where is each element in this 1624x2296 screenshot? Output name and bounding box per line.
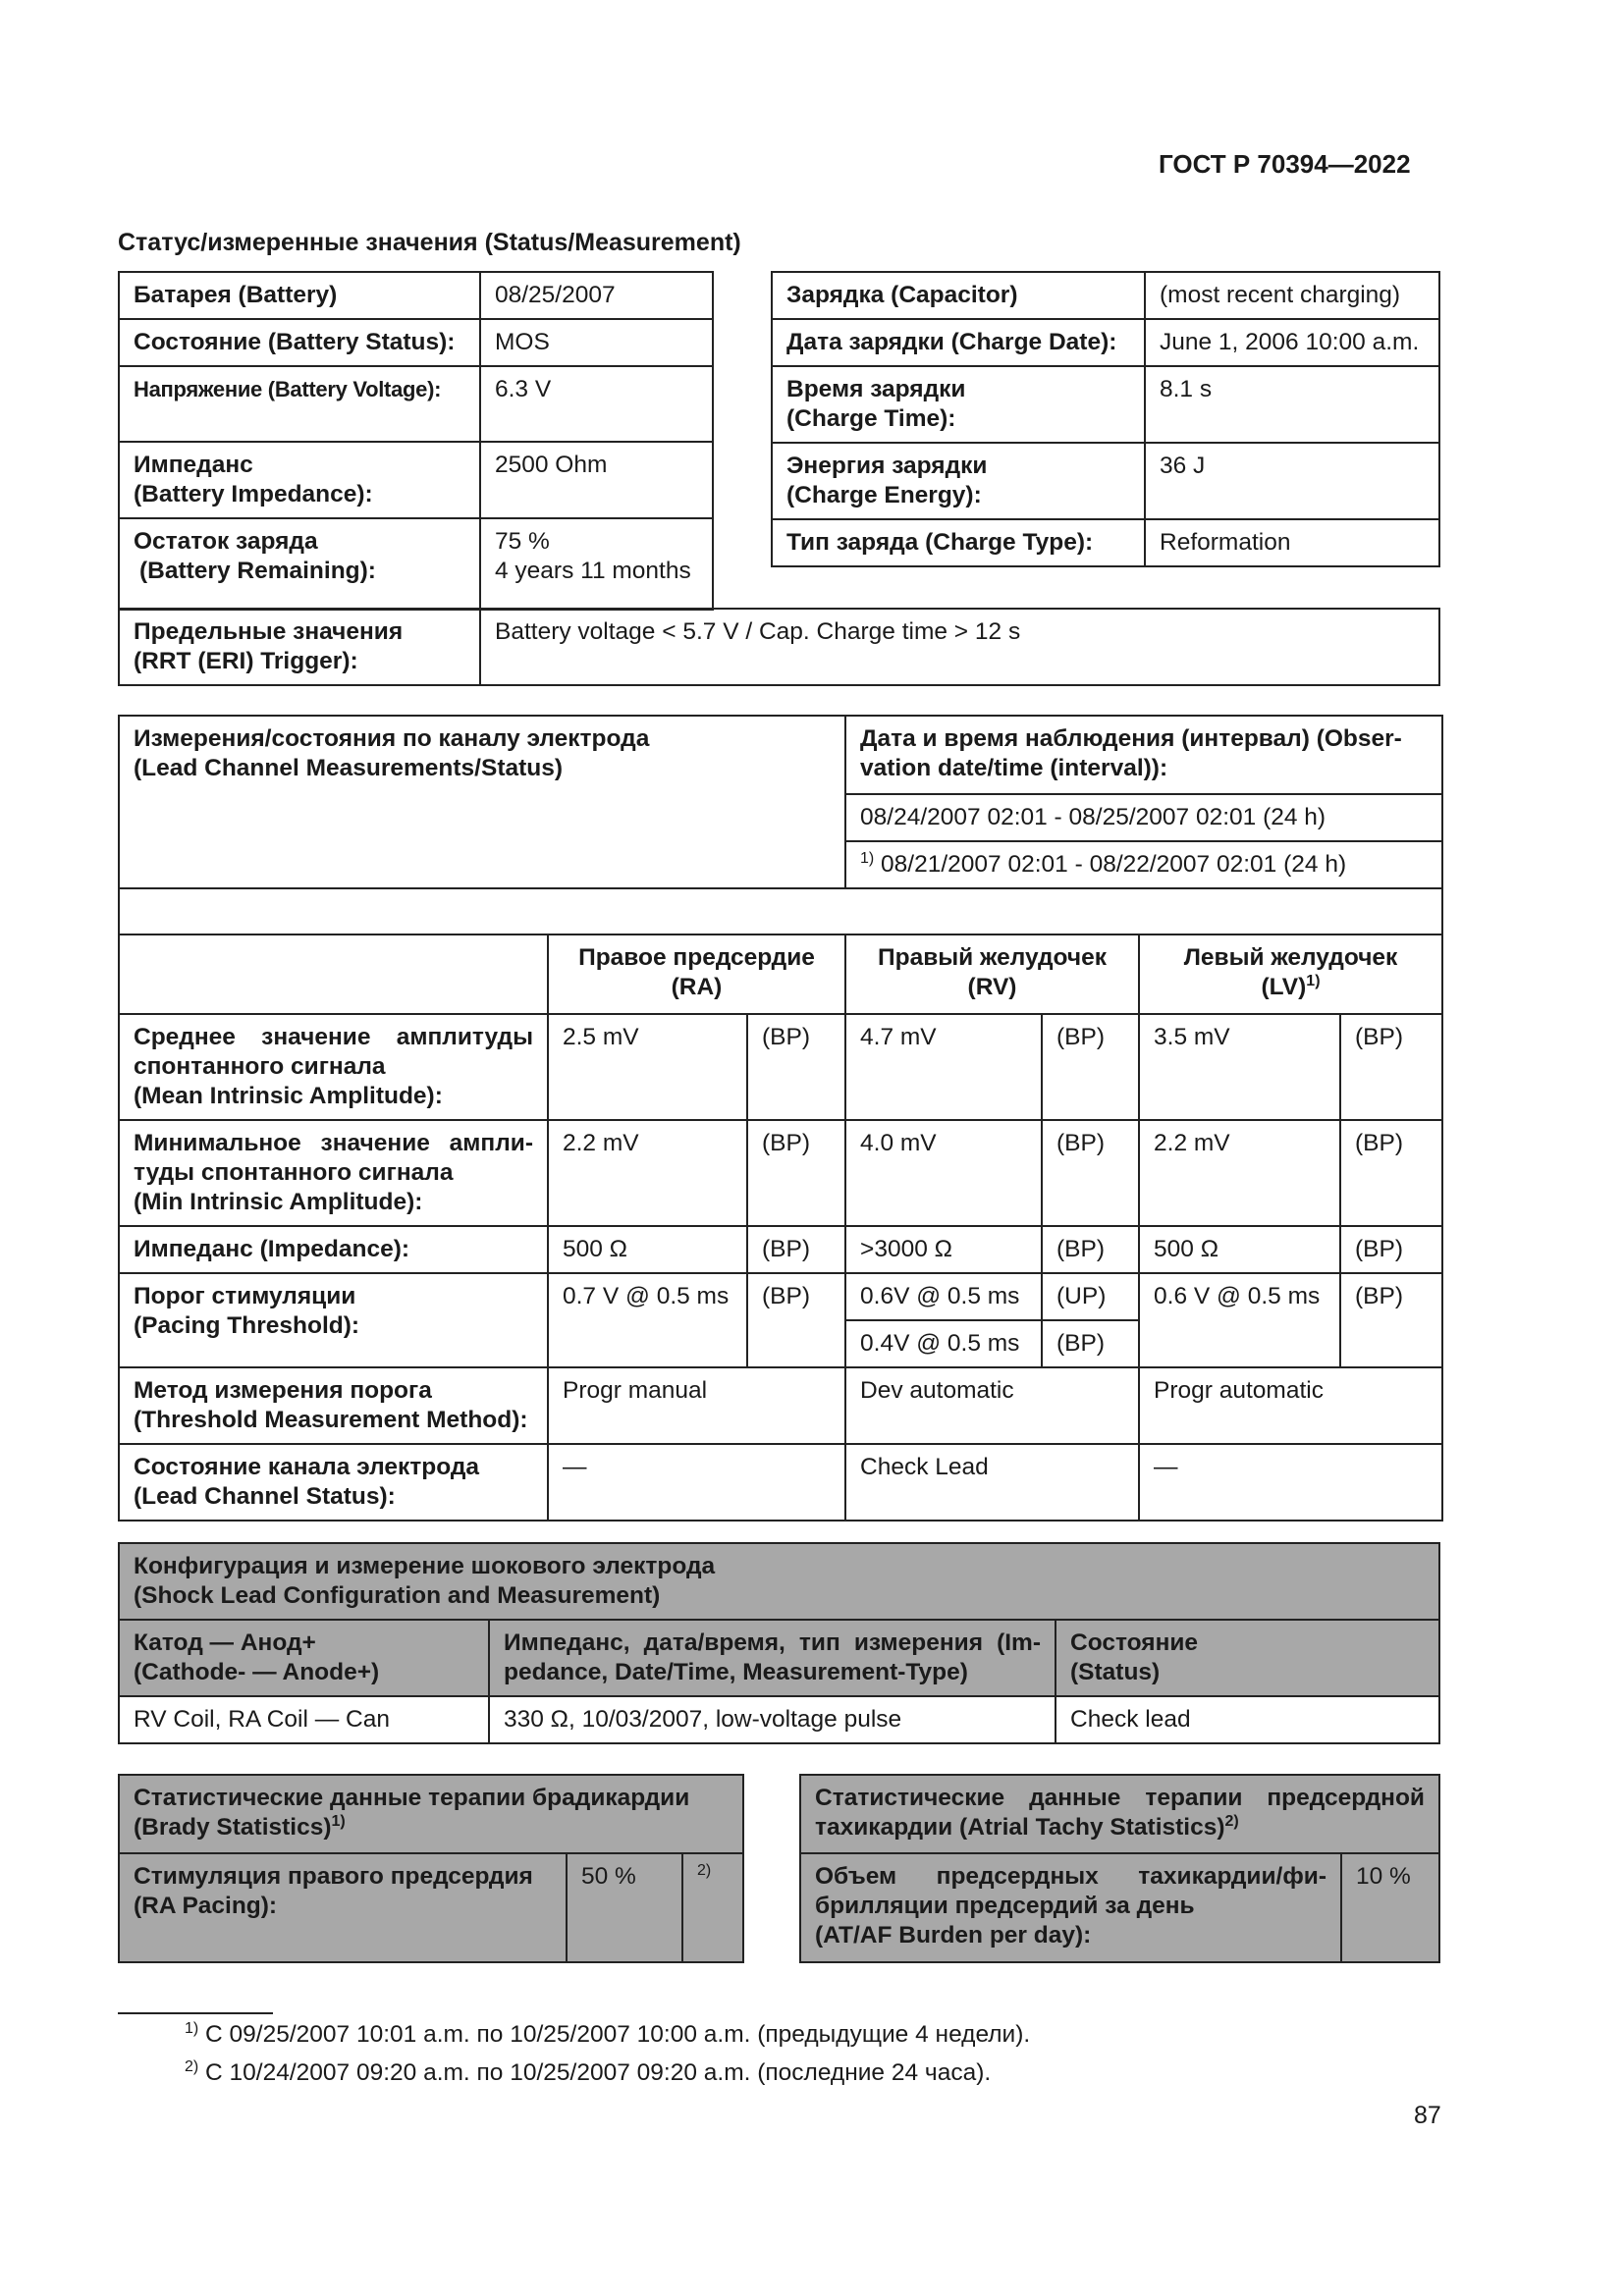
charge-date-value: June 1, 2006 10:00 a.m. bbox=[1145, 319, 1439, 366]
col-rv-header bbox=[845, 934, 1139, 1014]
imp-ra-mode: (BP) bbox=[747, 1226, 845, 1273]
interval-text: 08/21/2007 02:01 - 08/22/2007 02:01 (24 h) bbox=[874, 851, 1347, 878]
footnote-text: С 10/24/2007 09:20 a.m. по 10/25/2007 09:20 a.m. (последние 24 часа). bbox=[198, 2059, 992, 2086]
battery-label: Батарея (Battery) bbox=[119, 272, 480, 319]
footnote-divider bbox=[118, 2012, 273, 2014]
min-rv-value: 4.0 mV bbox=[845, 1120, 1042, 1226]
label-line: Минимальное значение ампли- bbox=[134, 1130, 533, 1156]
shock-status-value: Check lead bbox=[1056, 1696, 1439, 1743]
title-line: Дата и время наблюдения (интервал) (Obser- bbox=[860, 725, 1402, 752]
header-line: Катод — Анод+ bbox=[134, 1629, 316, 1656]
min-ra-mode: (BP) bbox=[747, 1120, 845, 1226]
charge-time-value: 8.1 s bbox=[1145, 366, 1439, 443]
label-line: (RRT (ERI) Trigger): bbox=[134, 648, 358, 674]
footnote-mark: 2) bbox=[185, 2058, 199, 2075]
col-ra-header bbox=[548, 934, 845, 1014]
battery-remaining-label bbox=[119, 518, 480, 610]
ra-pacing-label bbox=[119, 1853, 567, 1962]
observation-title bbox=[845, 716, 1442, 794]
label-line: Предельные значения bbox=[134, 618, 404, 645]
pace-ra-value: 0.7 V @ 0.5 ms bbox=[548, 1273, 747, 1367]
label-line: Импеданс bbox=[134, 452, 253, 478]
header-text: (LV) bbox=[1261, 974, 1307, 1000]
battery-status-label: Состояние (Battery Status): bbox=[119, 319, 480, 366]
mean-amplitude-label bbox=[119, 1014, 548, 1120]
brady-statistics-table bbox=[118, 1774, 744, 1963]
battery-status-value: MOS bbox=[480, 319, 713, 366]
header-line: Импеданс, дата/время, тип измерения (Im- bbox=[504, 1629, 1041, 1656]
charge-energy-value: 36 J bbox=[1145, 443, 1439, 519]
charge-time-label bbox=[772, 366, 1145, 443]
footnote-1 bbox=[185, 2020, 1030, 2050]
min-amplitude-label bbox=[119, 1120, 548, 1226]
charge-type-label: Тип заряда (Charge Type): bbox=[772, 519, 1145, 566]
footnote-mark: 1) bbox=[860, 850, 875, 867]
status-lv-value: — bbox=[1139, 1444, 1442, 1521]
min-rv-mode: (BP) bbox=[1042, 1120, 1139, 1226]
trigger-value: Battery voltage < 5.7 V / Cap. Charge time > 12 s bbox=[480, 609, 1439, 685]
label-line: (AT/AF Burden per day): bbox=[815, 1922, 1092, 1949]
label-line: (Battery Impedance): bbox=[134, 481, 373, 507]
mean-lv-mode: (BP) bbox=[1340, 1014, 1442, 1120]
footnote-mark: 2) bbox=[1224, 1813, 1239, 1830]
shock-impedance-value: 330 Ω, 10/03/2007, low-voltage pulse bbox=[489, 1696, 1056, 1743]
title-line: (Shock Lead Configuration and Measurement) bbox=[134, 1582, 661, 1609]
label-line: Остаток заряда bbox=[134, 528, 318, 555]
page-number: 87 bbox=[1414, 2102, 1441, 2129]
title-line: Статистические данные терапии предсердной bbox=[815, 1785, 1425, 1811]
col-lv-header bbox=[1139, 934, 1442, 1014]
label-line: Объем предсердных тахикардии/фи- bbox=[815, 1863, 1326, 1890]
pace-ra-mode: (BP) bbox=[747, 1273, 845, 1367]
trigger-table bbox=[118, 608, 1440, 686]
mean-rv-value: 4.7 mV bbox=[845, 1014, 1042, 1120]
title-line: Конфигурация и измерение шокового электрода bbox=[134, 1553, 716, 1579]
footnote-mark: 1) bbox=[1306, 973, 1321, 989]
header-line: (RA) bbox=[671, 974, 723, 1000]
status-rv-value: Check Lead bbox=[845, 1444, 1139, 1521]
shock-header-status bbox=[1056, 1620, 1439, 1696]
charge-energy-label bbox=[772, 443, 1145, 519]
min-ra-value: 2.2 mV bbox=[548, 1120, 747, 1226]
ra-pacing-note bbox=[682, 1853, 743, 1962]
label-line: (Lead Channel Status): bbox=[134, 1483, 396, 1510]
title-line: Измерения/состояния по каналу электрода bbox=[134, 725, 650, 752]
header-empty bbox=[119, 934, 548, 1014]
footnote-mark: 1) bbox=[331, 1813, 346, 1830]
battery-value: 08/25/2007 bbox=[480, 272, 713, 319]
shock-lead-table bbox=[118, 1542, 1440, 1744]
title-text: тахикардии (Atrial Tachy Statistics) bbox=[815, 1814, 1225, 1841]
lead-status-label bbox=[119, 1444, 548, 1521]
mean-ra-value: 2.5 mV bbox=[548, 1014, 747, 1120]
brady-title bbox=[119, 1775, 743, 1853]
charge-type-value: Reformation bbox=[1145, 519, 1439, 566]
battery-table bbox=[118, 271, 714, 611]
header-line: Состояние bbox=[1070, 1629, 1199, 1656]
title-line: (Lead Channel Measurements/Status) bbox=[134, 755, 564, 781]
title-line bbox=[815, 1813, 1425, 1842]
header-line: Правое предсердие bbox=[578, 944, 815, 971]
pace-lv-mode: (BP) bbox=[1340, 1273, 1442, 1367]
status-ra-value: — bbox=[548, 1444, 845, 1521]
shock-header-impedance bbox=[489, 1620, 1056, 1696]
label-line: (Battery Remaining): bbox=[139, 558, 376, 584]
label-line: (Charge Energy): bbox=[786, 482, 982, 508]
header-line: Правый желудочек bbox=[878, 944, 1108, 971]
header-line: (RV) bbox=[967, 974, 1017, 1000]
label-line: (Charge Time): bbox=[786, 405, 956, 432]
pace-rv-value-a: 0.6V @ 0.5 ms bbox=[845, 1273, 1042, 1320]
at-af-burden-value: 10 % bbox=[1341, 1853, 1439, 1962]
mean-lv-value: 3.5 mV bbox=[1139, 1014, 1340, 1120]
footnote-text: С 09/25/2007 10:01 a.m. по 10/25/2007 10:00 a.m. (предыдущие 4 недели). bbox=[198, 2021, 1031, 2048]
label-line: Время зарядки bbox=[786, 376, 966, 402]
label-line: Стимуляция правого предсердия bbox=[134, 1863, 533, 1890]
lead-channel-table bbox=[118, 715, 1443, 1522]
min-lv-mode: (BP) bbox=[1340, 1120, 1442, 1226]
section-title: Статус/измеренные значения (Status/Measurement) bbox=[118, 229, 741, 256]
header-line: (Status) bbox=[1070, 1659, 1161, 1685]
battery-impedance-value: 2500 Ohm bbox=[480, 442, 713, 518]
title-line: vation date/time (interval)): bbox=[860, 755, 1168, 781]
method-ra-value: Progr manual bbox=[548, 1367, 845, 1444]
imp-rv-mode: (BP) bbox=[1042, 1226, 1139, 1273]
label-line: (Min Intrinsic Amplitude): bbox=[134, 1189, 423, 1215]
value-line: 75 % bbox=[495, 528, 550, 555]
label-line: спонтанного сигнала bbox=[134, 1053, 386, 1080]
imp-lv-mode: (BP) bbox=[1340, 1226, 1442, 1273]
battery-voltage-value: 6.3 V bbox=[480, 366, 713, 442]
label-line: Среднее значение амплитуды bbox=[134, 1024, 533, 1050]
document-code: ГОСТ Р 70394—2022 bbox=[1159, 149, 1411, 179]
label-line: Состояние канала электрода bbox=[134, 1454, 480, 1480]
observation-interval-2 bbox=[845, 841, 1442, 888]
imp-lv-value: 500 Ω bbox=[1139, 1226, 1340, 1273]
footnote-mark: 2) bbox=[697, 1862, 712, 1879]
header-line: (Cathode- — Anode+) bbox=[134, 1659, 380, 1685]
battery-voltage-label: Напряжение (Battery Voltage): bbox=[119, 366, 480, 442]
label-line: (RA Pacing): bbox=[134, 1893, 278, 1919]
capacitor-label: Зарядка (Capacitor) bbox=[772, 272, 1145, 319]
shock-header-electrodes bbox=[119, 1620, 489, 1696]
footnote-mark: 1) bbox=[185, 2020, 199, 2037]
ra-pacing-value: 50 % bbox=[567, 1853, 682, 1962]
tachy-title bbox=[800, 1775, 1439, 1853]
imp-rv-value: >3000 Ω bbox=[845, 1226, 1042, 1273]
label-line: (Threshold Measurement Method): bbox=[134, 1407, 528, 1433]
imp-ra-value: 500 Ω bbox=[548, 1226, 747, 1273]
pace-lv-value: 0.6 V @ 0.5 ms bbox=[1139, 1273, 1340, 1367]
capacitor-table bbox=[771, 271, 1440, 567]
header-line: pedance, Date/Time, Measurement-Type) bbox=[504, 1659, 968, 1685]
title-line bbox=[134, 1813, 729, 1842]
label-line: туды спонтанного сигнала bbox=[134, 1159, 454, 1186]
label-line: (Pacing Threshold): bbox=[134, 1312, 360, 1339]
shock-electrodes-value: RV Coil, RA Coil — Can bbox=[119, 1696, 489, 1743]
mean-ra-mode: (BP) bbox=[747, 1014, 845, 1120]
pace-rv-mode-b: (BP) bbox=[1042, 1320, 1139, 1367]
lead-title bbox=[119, 716, 845, 888]
label-line: (Mean Intrinsic Amplitude): bbox=[134, 1083, 443, 1109]
trigger-label bbox=[119, 609, 480, 685]
method-lv-value: Progr automatic bbox=[1139, 1367, 1442, 1444]
label-line: брилляции предсердий за день bbox=[815, 1893, 1195, 1919]
shock-title bbox=[119, 1543, 1439, 1620]
label-line: Энергия зарядки bbox=[786, 453, 988, 479]
method-rv-value: Dev automatic bbox=[845, 1367, 1139, 1444]
capacitor-value: (most recent charging) bbox=[1145, 272, 1439, 319]
tachy-statistics-table bbox=[799, 1774, 1440, 1963]
label-line: Порог стимуляции bbox=[134, 1283, 356, 1309]
threshold-method-label bbox=[119, 1367, 548, 1444]
title-line: Статистические данные терапии брадикардии bbox=[134, 1785, 690, 1811]
at-af-burden-label bbox=[800, 1853, 1341, 1962]
min-lv-value: 2.2 mV bbox=[1139, 1120, 1340, 1226]
pace-rv-value-b: 0.4V @ 0.5 ms bbox=[845, 1320, 1042, 1367]
label-line: Метод измерения порога bbox=[134, 1377, 432, 1404]
impedance-label: Импеданс (Impedance): bbox=[119, 1226, 548, 1273]
battery-impedance-label bbox=[119, 442, 480, 518]
blank-row bbox=[119, 888, 1442, 934]
footnote-2 bbox=[185, 2058, 991, 2088]
battery-remaining-value bbox=[480, 518, 713, 610]
value-line: 4 years 11 months bbox=[495, 558, 691, 584]
title-text: (Brady Statistics) bbox=[134, 1814, 332, 1841]
pace-rv-mode-a: (UP) bbox=[1042, 1273, 1139, 1320]
observation-interval-1: 08/24/2007 02:01 - 08/25/2007 02:01 (24 h) bbox=[845, 794, 1442, 841]
mean-rv-mode: (BP) bbox=[1042, 1014, 1139, 1120]
pacing-threshold-label bbox=[119, 1273, 548, 1367]
header-line bbox=[1154, 973, 1428, 1002]
header-line: Левый желудочек bbox=[1183, 944, 1398, 971]
charge-date-label: Дата зарядки (Charge Date): bbox=[772, 319, 1145, 366]
